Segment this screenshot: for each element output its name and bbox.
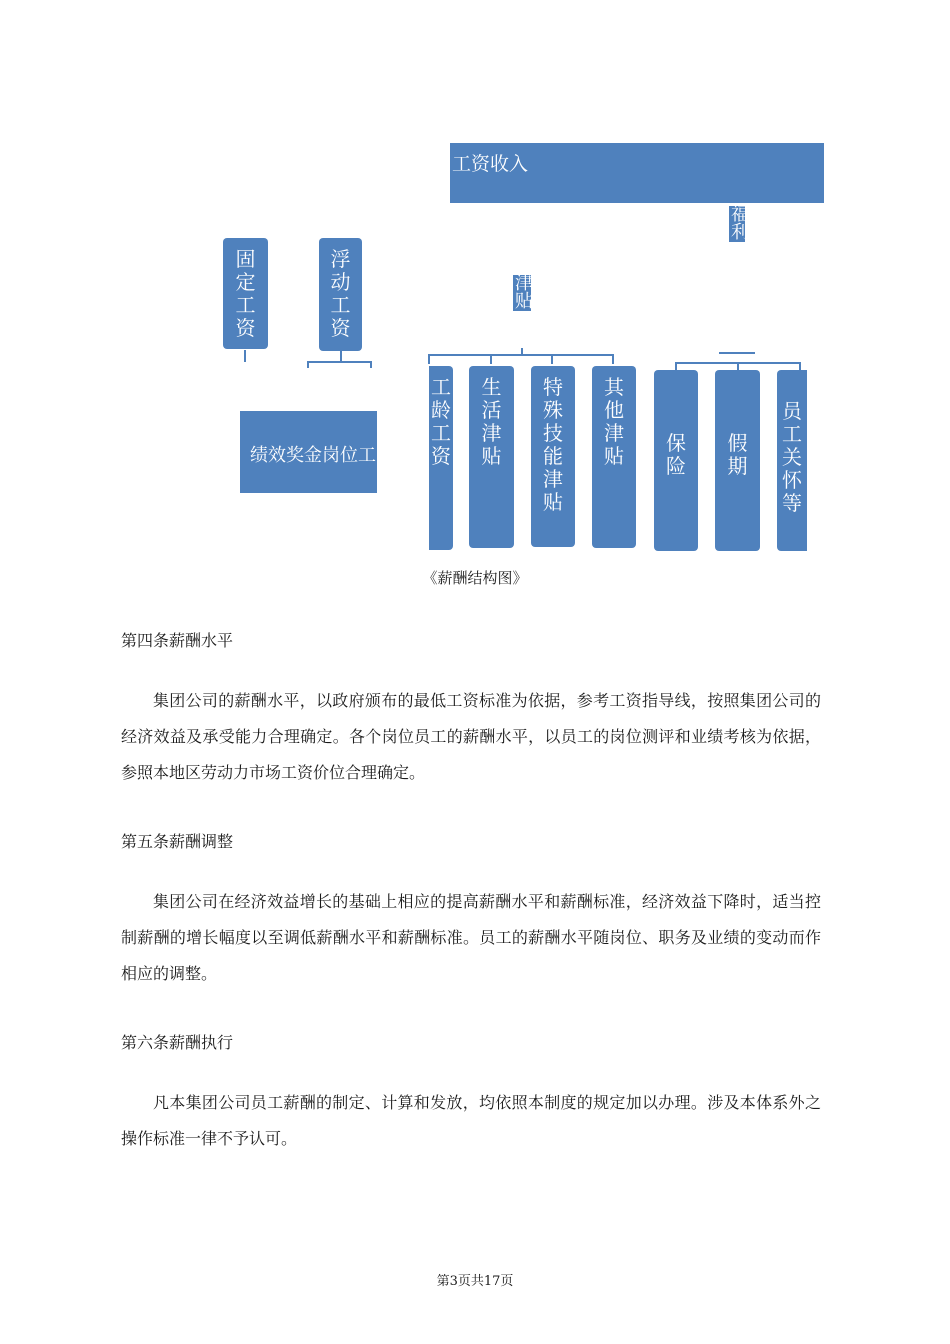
connector-line <box>307 361 309 368</box>
bonus-label: 绩效奖金岗位工 <box>250 445 376 466</box>
section-heading: 第四条薪酬水平 <box>121 631 234 650</box>
welfare-care-box <box>777 370 807 551</box>
connector-line <box>244 350 246 362</box>
connector-line <box>490 354 492 364</box>
welfare-insurance-label: 保险 <box>666 431 686 478</box>
allowance-living-label: 生活津贴 <box>481 375 502 468</box>
section-paragraph: 集团公司在经济效益增长的基础上相应的提高薪酬水平和薪酬标准，经济效益下降时，适当控制薪酬的增长幅度以至调低薪酬水平和薪酬标准。员工的薪酬水平随岗位、职务及业绩的变动而作相应的调整。 <box>121 892 821 983</box>
allowance-fragment-label: 津贴 <box>515 273 533 312</box>
connector-line <box>737 362 739 370</box>
connector-line <box>340 351 342 362</box>
connector-line <box>521 348 523 355</box>
allowance-living-box <box>469 366 514 548</box>
connector-line <box>675 362 677 370</box>
connector-line <box>719 352 755 354</box>
floating-salary-label: 浮动工资 <box>330 247 351 340</box>
section-heading: 第六条薪酬执行 <box>121 1033 234 1052</box>
floating-salary-box <box>319 238 362 351</box>
fixed-salary-label: 固定工资 <box>235 247 256 340</box>
section-paragraph: 集团公司的薪酬水平，以政府颁布的最低工资标准为依据，参考工资指导线，按照集团公司的经济效益及承受能力合理确定。各个岗位员工的薪酬水平，以员工的岗位测评和业绩考核为依据，参照本地区劳动力市场工资价位合理确定。 <box>121 691 821 782</box>
section-paragraph: 凡本集团公司员工薪酬的制定、计算和发放，均依照本制度的规定加以办理。涉及本体系外之操作标准一律不予认可。 <box>121 1093 821 1148</box>
welfare-leave-box <box>715 370 760 551</box>
connector-line <box>612 354 614 364</box>
diagram-caption: 《薪酬结构图》 <box>422 569 528 587</box>
welfare-insurance-box <box>654 370 698 551</box>
fixed-salary-box <box>223 238 268 349</box>
page-footer: 第3页共17页 <box>436 1274 514 1289</box>
allowance-skill-box <box>531 366 575 547</box>
section-heading: 第五条薪酬调整 <box>121 832 234 851</box>
welfare-fragment-box <box>729 204 749 243</box>
connector-line <box>799 362 801 370</box>
connector-line <box>370 361 372 368</box>
salary-income-label: 工资收入 <box>452 153 529 175</box>
welfare-care-label: 员工关怀等 <box>782 399 802 515</box>
welfare-leave-label: 假期 <box>727 431 748 478</box>
welfare-fragment-label: 福利 <box>731 204 749 243</box>
allowance-other-box <box>592 366 636 548</box>
allowance-skill-label: 特殊技能津贴 <box>543 375 563 514</box>
allowance-other-label: 其他津贴 <box>604 375 624 468</box>
allowance-seniority-label: 工龄工资 <box>431 375 451 468</box>
allowance-fragment-box <box>513 273 533 312</box>
bonus-box <box>240 411 377 493</box>
connector-line <box>428 354 430 364</box>
salary-income-box <box>450 143 824 203</box>
connector-line <box>551 354 553 364</box>
allowance-seniority-box <box>429 366 453 550</box>
